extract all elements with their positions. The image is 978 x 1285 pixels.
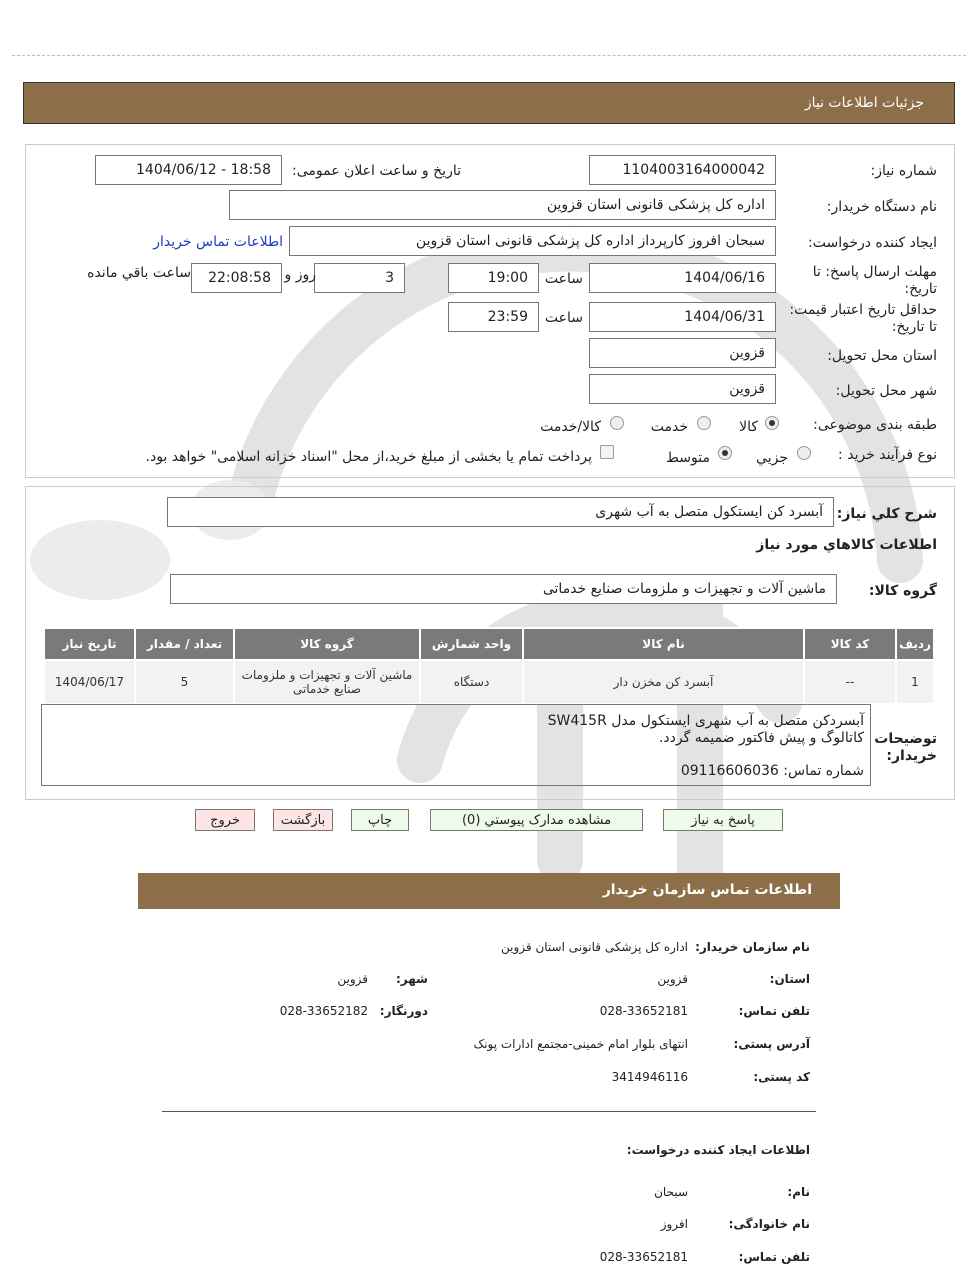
category-goods-label: کالا (739, 419, 758, 435)
org-name-label: نام سازمان خریدار: (695, 940, 810, 954)
buyer-notes-label-1: توضیحات (874, 731, 937, 747)
need-number-field[interactable]: 1104003164000042 (589, 155, 776, 185)
deadline-time-label: ساعت (544, 271, 583, 287)
category-both-radio[interactable] (610, 416, 624, 430)
exit-button[interactable]: خروج (195, 809, 255, 831)
contact-fax-label: دورنگار: (379, 1004, 428, 1018)
col-need-date: تاريخ نياز (44, 628, 135, 660)
buyer-notes-line-1: آبسردکن متصل به آب شهری ایستکول مدل SW415R (547, 713, 864, 729)
days-remaining-field[interactable]: 3 (314, 263, 405, 293)
deadline-time-field[interactable]: 19:00 (448, 263, 539, 293)
contact-title: اطلاعات تماس سازمان خریدار (602, 882, 812, 898)
cell-row-number: 1 (896, 660, 934, 704)
contact-province-label: استان: (769, 972, 810, 986)
creator-phone-value: 028-33652181 (599, 1250, 688, 1264)
announce-field[interactable]: 1404/06/12 - 18:58 (95, 155, 282, 185)
validity-label-1: حداقل تاریخ اعتبار قیمت: (789, 302, 937, 318)
contact-city-value: قزوین (337, 972, 368, 986)
remaining-time-field[interactable]: 22:08:58 (191, 263, 282, 293)
remaining-label: ساعت باقي مانده (87, 265, 191, 281)
delivery-province-field[interactable]: قزوین (589, 338, 776, 368)
contact-address-value: انتهای بلوار امام خمینی-مجتمع ادارات پونک (473, 1037, 688, 1051)
col-unit: واحد شمارش (420, 628, 523, 660)
attachments-button[interactable]: مشاهده مدارک پیوستي (0) (430, 809, 643, 831)
delivery-city-label: شهر محل تحویل: (835, 383, 937, 399)
cell-item-name: آبسرد کن مخزن دار (523, 660, 804, 704)
goods-group-label: گروه کالا: (868, 583, 937, 599)
contact-province-value: قزوین (657, 972, 688, 986)
contact-city-label: شهر: (396, 972, 428, 986)
treasury-payment-text: پرداخت تمام یا بخشی از مبلغ خرید،از محل "اسناد خزانه اسلامی" خواهد بود. (145, 449, 592, 465)
goods-table (43, 627, 935, 705)
validity-date-field[interactable]: 1404/06/31 (589, 302, 776, 332)
col-quantity: تعداد / مقدار (135, 628, 234, 660)
buyer-notes-line-2: کاتالوگ و پیش فاکتور ضمیمه گردد. (658, 730, 864, 746)
validity-time-label: ساعت (544, 310, 583, 326)
process-minor-label: جزيي (756, 450, 788, 466)
buyer-field[interactable]: اداره کل پزشکی قانونی استان قزوین (229, 190, 776, 220)
need-description-label: شرح كلي نياز: (836, 506, 937, 522)
cell-need-date: 1404/06/17 (44, 660, 135, 704)
org-name-value: اداره کل پزشکی قانونی استان قزوین (501, 940, 688, 954)
creator-family-label: نام خانوادگی: (728, 1217, 810, 1231)
process-minor-radio[interactable] (797, 446, 811, 460)
back-button[interactable]: بازگشت (273, 809, 333, 831)
validity-time-field[interactable]: 23:59 (448, 302, 539, 332)
category-service-label: خدمت (650, 419, 688, 435)
goods-group-field[interactable]: ماشین آلات و تجهیزات و ملزومات صنایع خدماتی (170, 574, 837, 604)
announce-label: تاریخ و ساعت اعلان عمومی: (292, 163, 461, 179)
col-item-code: كد كالا (804, 628, 896, 660)
goods-table-header (44, 628, 934, 660)
table-row[interactable] (44, 660, 934, 704)
need-number-label: شماره نیاز: (870, 163, 937, 179)
delivery-province-label: استان محل تحویل: (827, 348, 937, 364)
contact-address-label: آدرس پستی: (733, 1037, 810, 1051)
category-goods-radio[interactable] (765, 416, 779, 430)
creator-name-value: سبحان (654, 1185, 688, 1199)
creator-name-label: نام: (787, 1185, 810, 1199)
contact-fax-value: 028-33652182 (279, 1004, 368, 1018)
creator-info-title: اطلاعات ایجاد کننده درخواست: (626, 1143, 810, 1157)
buyer-label: نام دستگاه خریدار: (826, 199, 937, 215)
creator-label: ایجاد کننده درخواست: (808, 235, 937, 251)
page-title: جزئیات اطلاعات نیاز (804, 95, 924, 111)
buyer-notes-label-2: خریدار: (886, 748, 937, 764)
process-medium-label: متوسط (666, 450, 710, 466)
deadline-label-2: تاریخ: (904, 281, 937, 297)
category-both-label: کالا/خدمت (540, 419, 601, 435)
goods-info-title: اطلاعات كالاهاي مورد نياز (756, 537, 937, 553)
buyer-notes-line-3: شماره تماس: 09116606036 (680, 763, 864, 779)
col-item-name: نام كالا (523, 628, 804, 660)
category-service-radio[interactable] (697, 416, 711, 430)
contact-divider (162, 1111, 816, 1112)
category-label: طبقه بندی موضوعی: (813, 417, 937, 433)
reply-button[interactable]: پاسخ به نیاز (663, 809, 783, 831)
print-button[interactable]: چاپ (351, 809, 409, 831)
days-label: روز و (284, 267, 316, 283)
process-label: نوع فرآیند خرید : (838, 447, 937, 463)
delivery-city-field[interactable]: قزوین (589, 374, 776, 404)
buyer-contact-link[interactable]: اطلاعات تماس خریدار (153, 234, 283, 250)
process-medium-radio[interactable] (718, 446, 732, 460)
treasury-payment-checkbox[interactable] (600, 445, 614, 459)
creator-field[interactable]: سبحان افروز کارپرداز اداره کل پزشکی قانونی استان قزوین (289, 226, 776, 256)
cell-quantity: 5 (135, 660, 234, 704)
contact-postal-label: کد پستی: (753, 1070, 810, 1084)
cell-unit: دستگاه (420, 660, 523, 704)
contact-phone-label: تلفن تماس: (738, 1004, 810, 1018)
contact-postal-value: 3414946116 (611, 1070, 688, 1084)
validity-label-2: تا تاریخ: (891, 319, 937, 335)
creator-phone-label: تلفن تماس: (738, 1250, 810, 1264)
creator-family-value: افروز (660, 1217, 688, 1231)
buyer-notes-box[interactable] (41, 704, 871, 786)
contact-header (138, 873, 840, 909)
deadline-date-field[interactable]: 1404/06/16 (589, 263, 776, 293)
cell-item-group: ماشین آلات و تجهیزات و ملزومات صنایع خدماتی (234, 660, 420, 704)
page-header (23, 82, 955, 124)
need-description-field[interactable]: آبسرد کن ایستکول متصل به آب شهری (167, 497, 834, 527)
contact-phone-value: 028-33652181 (599, 1004, 688, 1018)
top-divider (12, 55, 966, 56)
cell-item-code: -- (804, 660, 896, 704)
col-row-number: رديف (896, 628, 934, 660)
col-item-group: گروه كالا (234, 628, 420, 660)
deadline-label-1: مهلت ارسال پاسخ: تا (812, 264, 937, 280)
